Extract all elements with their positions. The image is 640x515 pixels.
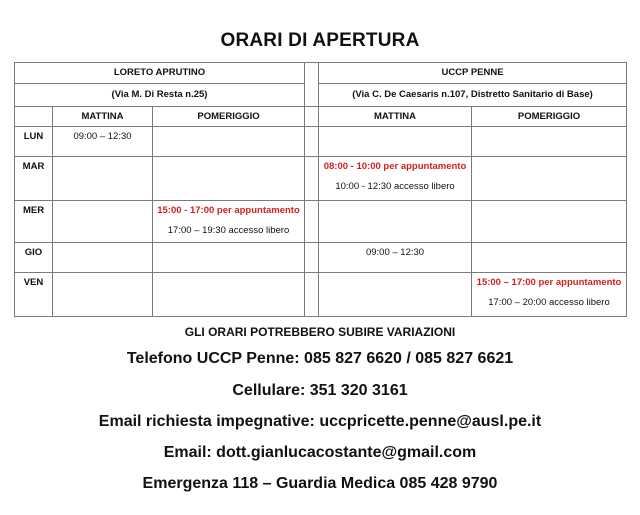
day-label xyxy=(15,201,53,243)
opening-hours-table xyxy=(14,62,627,317)
location-name-loreto: LORETO APRUTINO xyxy=(15,63,305,84)
phone-line: Telefono UCCP Penne: 085 827 6620 / 085 827 6621 xyxy=(126,350,514,367)
cell-loreto-morning xyxy=(53,243,153,273)
cell-uccp-morning xyxy=(319,201,472,243)
empty-corner-cell xyxy=(15,107,53,127)
cell-loreto-morning xyxy=(53,201,153,243)
cell-loreto-morning xyxy=(53,127,153,157)
location-name-uccp: UCCP PENNE xyxy=(319,63,627,84)
day-row-mer xyxy=(15,201,627,243)
col-header-afternoon-loreto: POMERIGGIO xyxy=(153,107,305,127)
cell-loreto-morning xyxy=(53,157,153,201)
day-row-mar xyxy=(15,157,627,201)
cell-loreto-morning xyxy=(53,273,153,317)
cell-uccp-afternoon xyxy=(472,201,627,243)
separator-cell xyxy=(305,243,319,273)
schedule-body xyxy=(15,127,627,317)
cell-loreto-afternoon xyxy=(153,243,305,273)
cell-uccp-afternoon xyxy=(472,127,627,157)
location-address-uccp: (Via C. De Caesaris n.107, Distretto Sanitario di Base) xyxy=(319,84,627,107)
col-header-morning-loreto: MATTINA xyxy=(53,107,153,127)
day-row-ven xyxy=(15,273,627,317)
separator-cell xyxy=(305,127,319,157)
emergency-line: Emergenza 118 – Guardia Medica 085 428 9790 xyxy=(142,475,498,492)
opening-hours: 09:00 – 12:30 xyxy=(73,131,132,142)
day-label-text: MER xyxy=(22,205,45,216)
opening-hours: 17:00 – 20:00 accesso libero xyxy=(488,297,610,308)
separator-cell xyxy=(305,157,319,201)
day-row-lun xyxy=(15,127,627,157)
day-label xyxy=(15,127,53,157)
mobile-line: Cellulare: 351 320 3161 xyxy=(232,382,408,399)
opening-hours: 10:00 - 12:30 accesso libero xyxy=(335,181,455,192)
cell-loreto-afternoon xyxy=(153,127,305,157)
email-prescriptions-line: Email richiesta impegnative: uccpricette.penne@ausl.pe.it xyxy=(98,413,542,430)
separator-cell xyxy=(305,273,319,317)
day-label xyxy=(15,273,53,317)
day-label xyxy=(15,157,53,201)
cell-loreto-afternoon xyxy=(153,157,305,201)
cell-uccp-afternoon xyxy=(472,243,627,273)
page-title: ORARI DI APERTURA xyxy=(220,30,420,51)
col-header-afternoon-uccp: POMERIGGIO xyxy=(472,107,627,127)
cell-uccp-afternoon xyxy=(472,273,627,317)
cell-uccp-morning xyxy=(319,243,472,273)
separator-cell xyxy=(305,63,319,107)
day-label-text: GIO xyxy=(24,247,43,258)
appointment-hours: 15:00 - 17:00 per appuntamento xyxy=(157,205,300,216)
location-address-loreto: (Via M. Di Resta n.25) xyxy=(15,84,305,107)
cell-uccp-morning xyxy=(319,157,472,201)
cell-uccp-morning xyxy=(319,273,472,317)
day-label-text: LUN xyxy=(23,131,44,142)
appointment-hours: 08:00 - 10:00 per appuntamento xyxy=(323,161,467,172)
cell-uccp-morning xyxy=(319,127,472,157)
cell-uccp-afternoon xyxy=(472,157,627,201)
cell-loreto-afternoon xyxy=(153,273,305,317)
day-label-text: VEN xyxy=(23,277,44,288)
day-label xyxy=(15,243,53,273)
day-label-text: MAR xyxy=(22,161,45,172)
separator-cell xyxy=(305,107,319,127)
col-header-morning-uccp: MATTINA xyxy=(319,107,472,127)
opening-hours: 09:00 – 12:30 xyxy=(365,247,425,258)
opening-hours: 17:00 – 19:30 accesso libero xyxy=(167,225,290,236)
day-row-gio xyxy=(15,243,627,273)
separator-cell xyxy=(305,201,319,243)
email-line: Email: dott.gianlucacostante@gmail.com xyxy=(163,444,477,461)
cell-loreto-afternoon xyxy=(153,201,305,243)
appointment-hours: 15:00 – 17:00 per appuntamento xyxy=(476,277,622,288)
variation-notice: GLI ORARI POTREBBERO SUBIRE VARIAZIONI xyxy=(184,325,456,339)
